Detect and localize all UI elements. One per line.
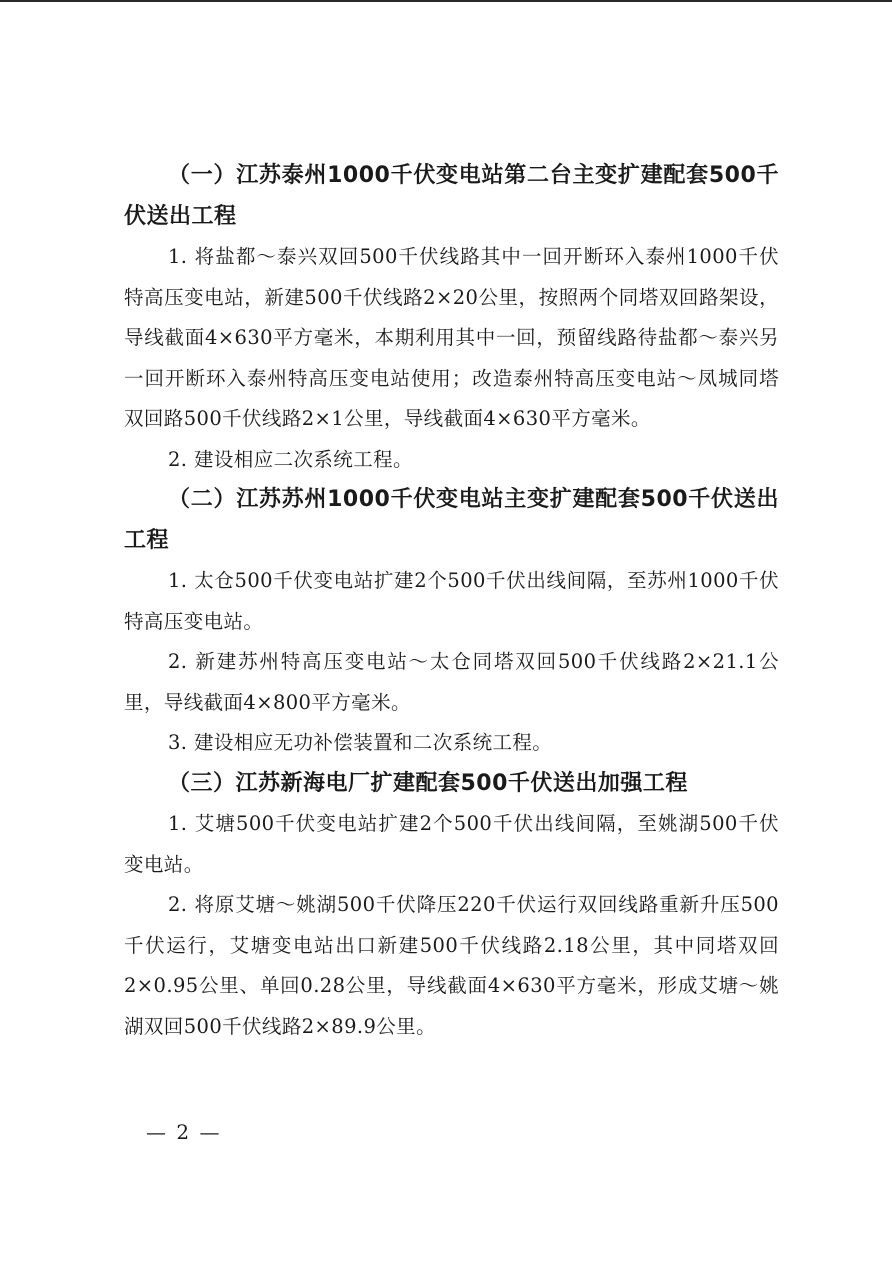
section-2-item-1: 1. 太仓500千伏变电站扩建2个500千伏出线间隔，至苏州1000千伏特高压变电站。	[124, 569, 779, 633]
section-heading-1: （一）江苏泰州1000千伏变电站第二台主变扩建配套500千伏送出工程	[124, 163, 779, 229]
section-heading-3: （三）江苏新海电厂扩建配套500千伏送出加强工程	[168, 770, 688, 796]
section-1-item-2: 2. 建设相应二次系统工程。	[168, 447, 413, 471]
section-2-item-2: 2. 新建苏州特高压变电站～太仓同塔双回500千伏线路2×21.1公里，导线截面4×800平方毫米。	[124, 650, 779, 714]
section-2-item-3: 3. 建设相应无功补偿装置和二次系统工程。	[168, 731, 553, 754]
page-number: — 2 —	[146, 1120, 222, 1144]
section-heading-2: （二）江苏苏州1000千伏变电站主变扩建配套500千伏送出工程	[124, 487, 779, 553]
top-border	[0, 0, 892, 2]
section-1-item-1: 1. 将盐都～泰兴双回500千伏线路其中一回开断环入泰州1000千伏特高压变电站，新建500千伏线路2×20公里，按照两个同塔双回路架设，导线截面4×630平方毫米，本期利用其中一回，预留线路待盐都～泰兴另一回开断环入泰州特高压变电站使用；改造泰州特高压变电站～凤城同塔双回路500千伏线路2×1公里，导线截面4×630平方毫米。	[124, 245, 779, 430]
document-body	[124, 156, 779, 1047]
section-3-item-1: 1. 艾塘500千伏变电站扩建2个500千伏出线间隔，至姚湖500千伏变电站。	[124, 812, 779, 876]
section-3-item-2: 2. 将原艾塘～姚湖500千伏降压220千伏运行双回线路重新升压500千伏运行，艾塘变电站出口新建500千伏线路2.18公里，其中同塔双回2×0.95公里、单回0.28公里，导线截面4×630平方毫米，形成艾塘～姚湖双回500千伏线路2×89.9公里。	[124, 893, 779, 1038]
